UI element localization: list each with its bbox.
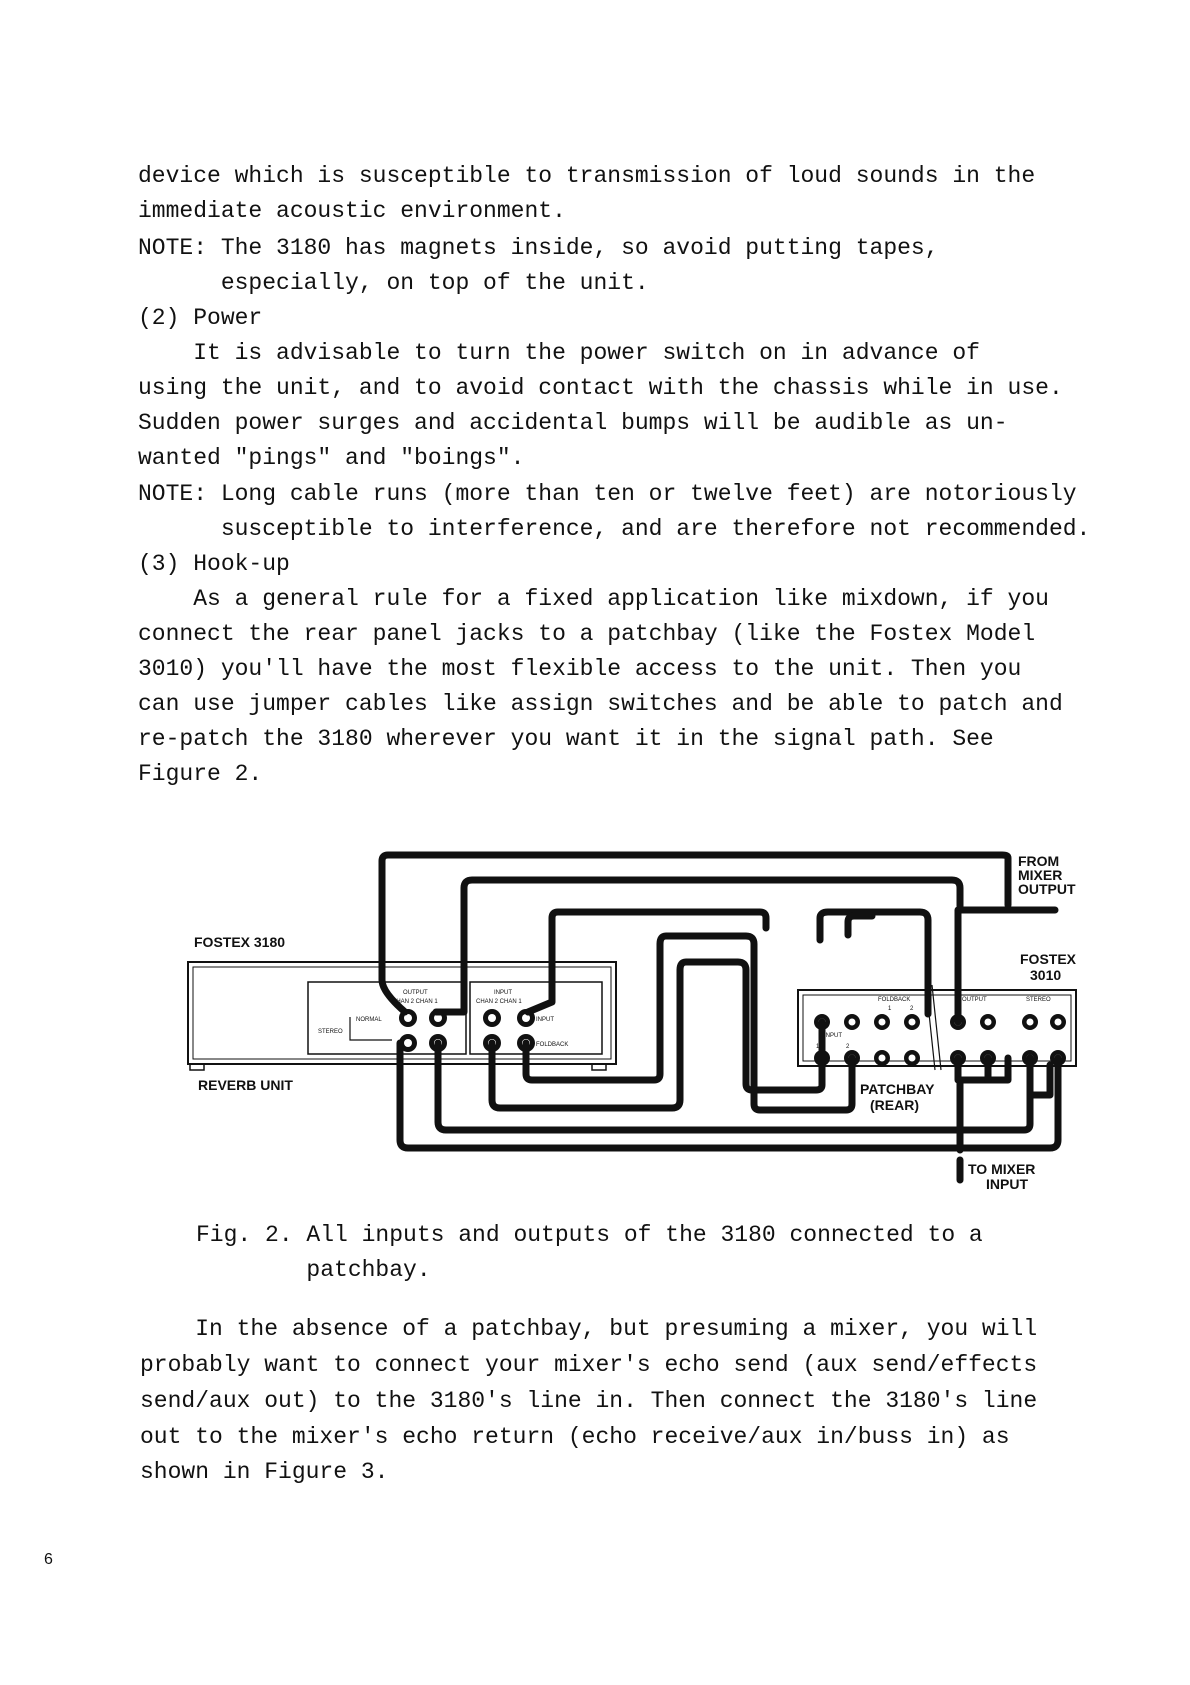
text-line: device which is susceptible to transmission of loud sounds in the bbox=[138, 163, 1036, 189]
text-line: It is advisable to turn the power switch on in advance of bbox=[138, 340, 980, 366]
note-line: susceptible to interference, and are therefore not recommended. bbox=[138, 516, 1091, 542]
text-line: immediate acoustic environment. bbox=[138, 198, 566, 224]
note-line: especially, on top of the unit. bbox=[138, 270, 649, 296]
text-line: In the absence of a patchbay, but presuming a mixer, you will bbox=[140, 1316, 1038, 1342]
label-fostex-3180: FOSTEX 3180 bbox=[194, 934, 286, 950]
caption-line: patchbay. bbox=[196, 1257, 431, 1283]
text-line: Figure 2. bbox=[138, 761, 263, 787]
label-3010: 3010 bbox=[1030, 967, 1062, 983]
text-line: wanted "pings" and "boings". bbox=[138, 445, 525, 471]
label-input-jack: INPUT bbox=[536, 1017, 554, 1023]
text-line: connect the rear panel jacks to a patchbay (like the Fostex Model bbox=[138, 621, 1036, 647]
label-pb-num: 1 bbox=[888, 1006, 892, 1012]
label-to-mixer: TO MIXER bbox=[968, 1161, 1036, 1177]
label-patchbay: PATCHBAY bbox=[860, 1081, 935, 1097]
label-rear: (REAR) bbox=[870, 1097, 919, 1113]
label-normal: NORMAL bbox=[356, 1017, 382, 1023]
label-out-channels: CHAN 2 CHAN 1 bbox=[392, 999, 438, 1005]
section-heading-power: (2) Power bbox=[138, 305, 263, 331]
label-reverb-unit: REVERB UNIT bbox=[198, 1077, 293, 1093]
section-heading-hookup: (3) Hook-up bbox=[138, 551, 290, 577]
label-output-big: OUTPUT bbox=[1018, 881, 1076, 897]
label-pb-output: OUTPUT bbox=[962, 997, 987, 1003]
label-pb-input: INPUT bbox=[824, 1033, 842, 1039]
label-in-channels: CHAN 2 CHAN 1 bbox=[476, 999, 522, 1005]
text-line: send/aux out) to the 3180's line in. Then connect the 3180's line bbox=[140, 1388, 1038, 1414]
text-line: shown in Figure 3. bbox=[140, 1459, 389, 1485]
label-mixer: MIXER bbox=[1018, 867, 1063, 883]
label-pb-num: 1 bbox=[816, 1044, 820, 1050]
text-line: re-patch the 3180 wherever you want it in the signal path. See bbox=[138, 726, 994, 752]
text-line: Sudden power surges and accidental bumps will be audible as un- bbox=[138, 410, 1008, 436]
text-line: out to the mixer's echo return (echo receive/aux in/buss in) as bbox=[140, 1424, 1010, 1450]
label-input-big: INPUT bbox=[986, 1176, 1028, 1192]
note-line: NOTE: Long cable runs (more than ten or twelve feet) are notoriously bbox=[138, 481, 1077, 507]
caption-line: Fig. 2. All inputs and outputs of the 3180 connected to a bbox=[196, 1222, 983, 1248]
label-pb-stereo: STEREO bbox=[1026, 997, 1051, 1003]
text-line: 3010) you'll have the most flexible access to the unit. Then you bbox=[138, 656, 1022, 682]
text-line: probably want to connect your mixer's echo send (aux send/effects bbox=[140, 1352, 1038, 1378]
label-foldback-jack: FOLDBACK bbox=[536, 1042, 569, 1048]
label-fostex: FOSTEX bbox=[1020, 951, 1077, 967]
text-line: As a general rule for a fixed application like mixdown, if you bbox=[138, 586, 1049, 612]
label-pb-num: 2 bbox=[846, 1044, 850, 1050]
label-pb-foldback: FOLDBACK bbox=[878, 997, 911, 1003]
text-line: using the unit, and to avoid contact with the chassis while in use. bbox=[138, 375, 1063, 401]
page-number: 6 bbox=[44, 1551, 53, 1568]
diagram-labels bbox=[194, 853, 1077, 1192]
label-input: INPUT bbox=[494, 990, 512, 996]
note-line: NOTE: The 3180 has magnets inside, so avoid putting tapes, bbox=[138, 235, 939, 261]
reverb-unit-jacks bbox=[399, 1009, 535, 1052]
label-stereo: STEREO bbox=[318, 1029, 343, 1035]
label-from: FROM bbox=[1018, 853, 1060, 869]
text-line: can use jumper cables like assign switches and be able to patch and bbox=[138, 691, 1063, 717]
label-output: OUTPUT bbox=[403, 990, 428, 996]
label-pb-num: 2 bbox=[910, 1006, 914, 1012]
